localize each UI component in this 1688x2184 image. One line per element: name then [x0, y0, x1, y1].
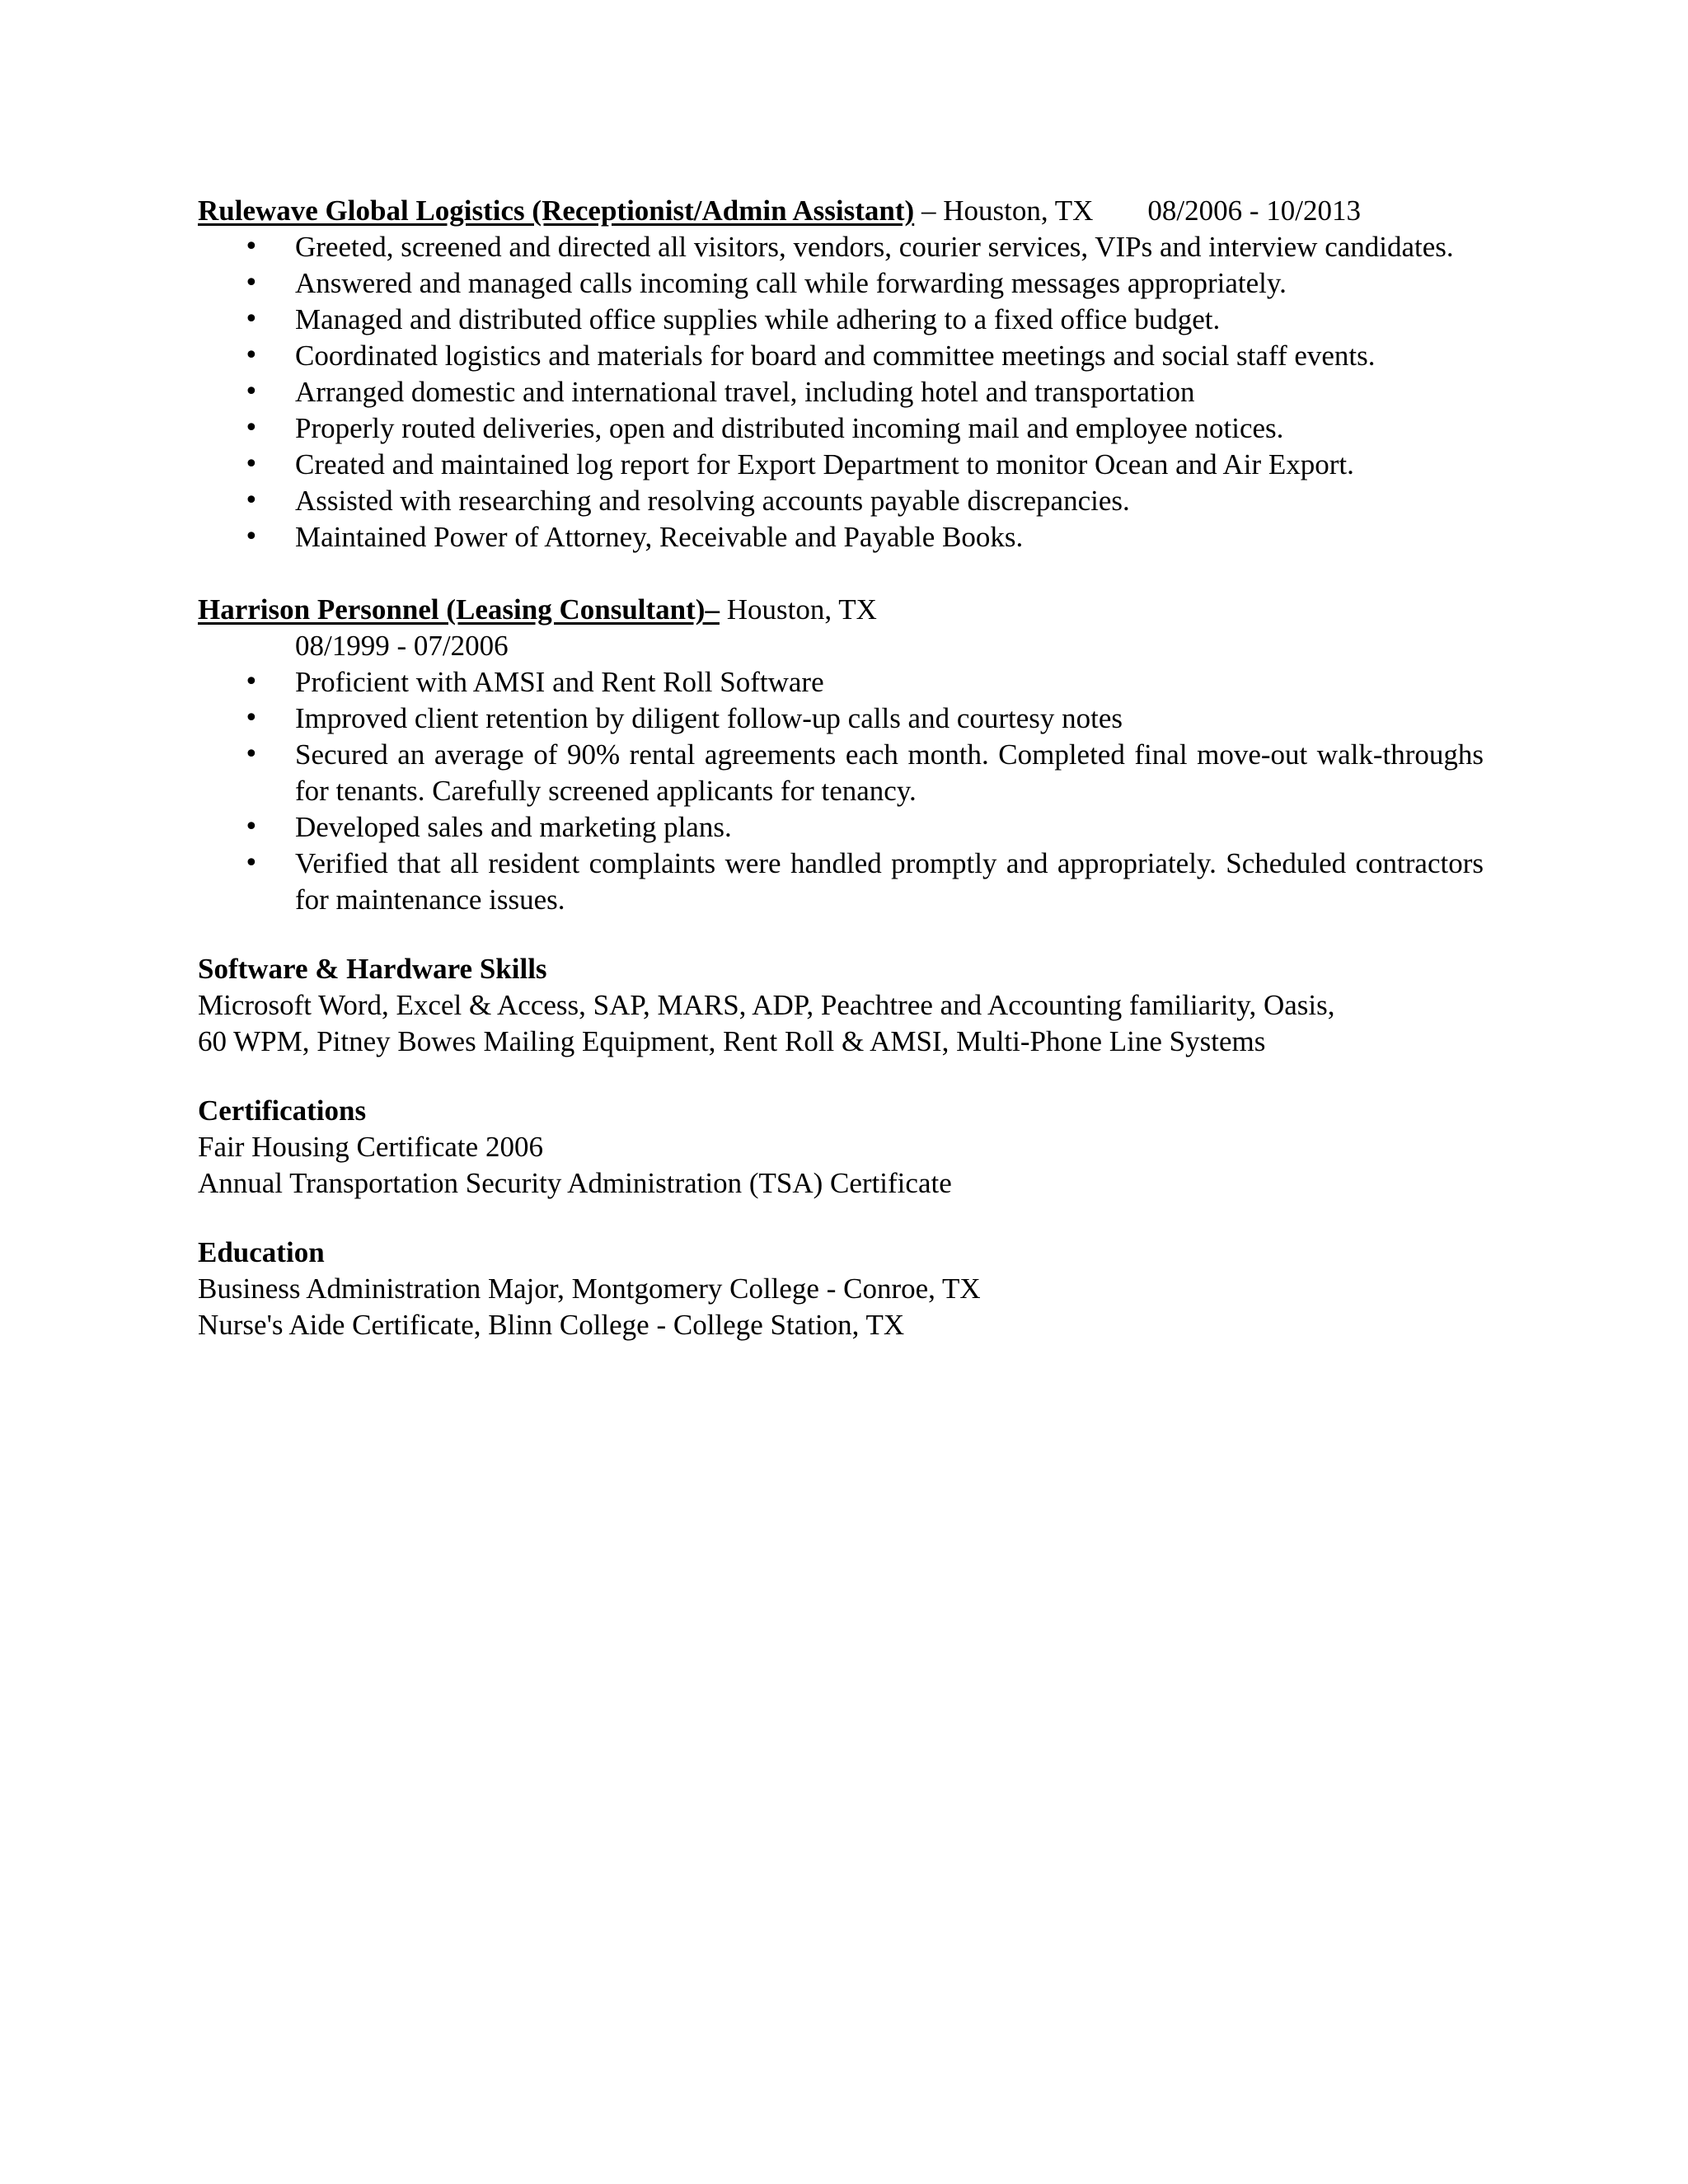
certifications-section	[198, 1093, 1484, 1202]
list-item: • Created and maintained log report for Export Department to monitor Ocean and Air Export.	[198, 447, 1484, 483]
list-item: • Improved client retention by diligent follow-up calls and courtesy notes	[198, 701, 1484, 737]
job-duties-list	[198, 229, 1484, 555]
job-entry-rulewave	[198, 193, 1484, 555]
list-item: • Properly routed deliveries, open and distributed incoming mail and employee notices.	[198, 410, 1484, 447]
skills-section	[198, 951, 1484, 1060]
skills-line: Microsoft Word, Excel & Access, SAP, MARS, ADP, Peachtree and Accounting familiarity, Oasis,	[198, 989, 1335, 1021]
list-item: • Greeted, screened and directed all visitors, vendors, courier services, VIPs and interview candidates.	[198, 229, 1484, 265]
education-line: Nurse's Aide Certificate, Blinn College - College Station, TX	[198, 1309, 905, 1341]
education-line: Business Administration Major, Montgomery College - Conroe, TX	[198, 1272, 981, 1305]
spacer	[198, 1202, 1484, 1235]
certification-line: Fair Housing Certificate 2006	[198, 1131, 543, 1163]
list-item: • Maintained Power of Attorney, Receivable and Payable Books.	[198, 519, 1484, 555]
list-item: • Managed and distributed office supplies while adhering to a fixed office budget.	[198, 302, 1484, 338]
job-header	[198, 193, 1484, 229]
list-item: • Answered and managed calls incoming call while forwarding messages appropriately.	[198, 265, 1484, 302]
job-duties-list	[198, 664, 1484, 918]
resume-content	[198, 193, 1484, 1343]
job-dates: 08/2006 - 10/2013	[1147, 194, 1361, 227]
job-dates: 08/1999 - 07/2006	[295, 630, 509, 662]
job-entry-harrison	[198, 592, 1484, 918]
spacer	[198, 555, 1484, 592]
list-item: • Arranged domestic and international travel, including hotel and transportation	[198, 374, 1484, 410]
section-heading: Education	[198, 1236, 325, 1268]
section-heading: Software & Hardware Skills	[198, 953, 547, 985]
certification-line: Annual Transportation Security Administration (TSA) Certificate	[198, 1167, 952, 1199]
spacer	[198, 1060, 1484, 1093]
job-location: – Houston, TX	[914, 194, 1094, 227]
list-item: • Developed sales and marketing plans.	[198, 809, 1484, 846]
section-heading: Certifications	[198, 1094, 367, 1127]
spacer	[198, 918, 1484, 951]
list-item: • Proficient with AMSI and Rent Roll Software	[198, 664, 1484, 701]
skills-line: 60 WPM, Pitney Bowes Mailing Equipment, Rent Roll & AMSI, Multi-Phone Line Systems	[198, 1025, 1266, 1057]
job-title: Harrison Personnel (Leasing Consultant)–	[198, 593, 720, 626]
list-item: • Assisted with researching and resolving accounts payable discrepancies.	[198, 483, 1484, 519]
education-section	[198, 1235, 1484, 1343]
list-item: • Verified that all resident complaints were handled promptly and appropriately. Scheduled contractors for maintenance issues.	[198, 846, 1484, 918]
list-item: • Coordinated logistics and materials for board and committee meetings and social staff events.	[198, 338, 1484, 374]
job-title: Rulewave Global Logistics (Receptionist/Admin Assistant)	[198, 194, 915, 227]
job-location: Houston, TX	[719, 593, 877, 626]
list-item: • Secured an average of 90% rental agreements each month. Completed final move-out walk-throughs for tenants. Carefully screened applicants for tenancy.	[198, 737, 1484, 809]
job-header	[198, 592, 1484, 628]
